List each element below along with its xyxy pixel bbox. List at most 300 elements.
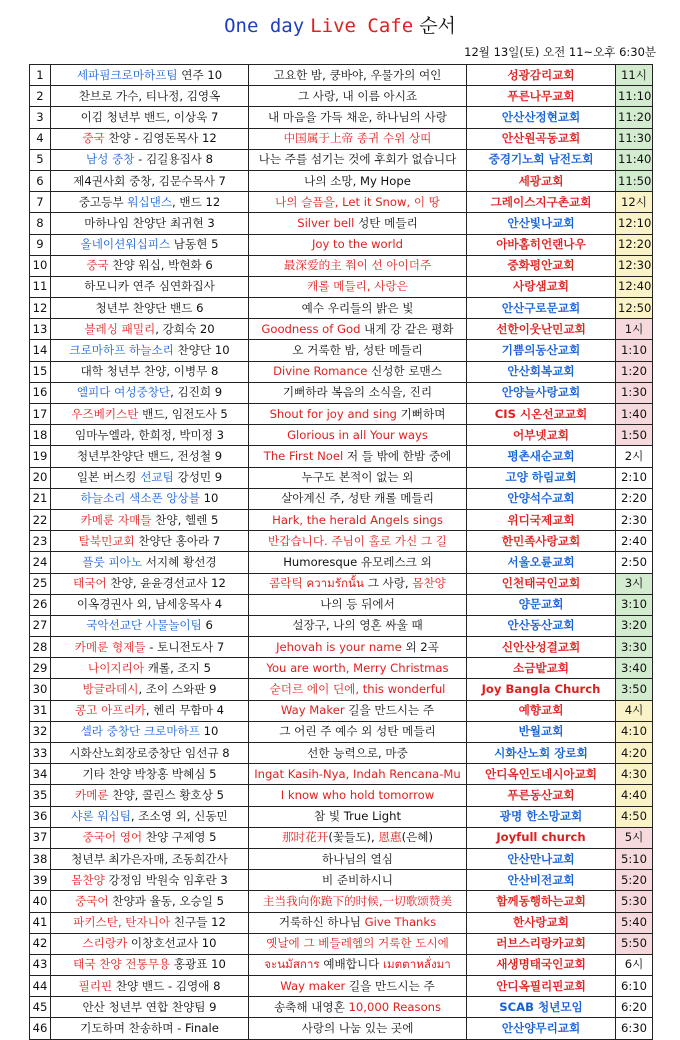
text-segment: 찬양단 10	[173, 343, 230, 358]
performer-cell	[51, 912, 249, 933]
text-segment: , 강희숙 20	[155, 321, 215, 336]
text-segment: 강성민 9	[173, 470, 223, 485]
text-segment: 참 빛 True Light	[313, 809, 401, 824]
time-cell: 3:20	[616, 615, 653, 636]
performer-cell	[51, 573, 249, 594]
text-segment: 기도하며 찬송하며 - Finale	[80, 1021, 219, 1036]
time-cell: 4:40	[616, 785, 653, 806]
table-row	[30, 721, 653, 742]
text-segment: 카메룬 자매들	[80, 512, 152, 527]
text-segment: 콩고 아프리카	[74, 703, 146, 718]
text-segment: 찬양, 헬렌 5	[151, 512, 219, 527]
performer-cell	[51, 170, 249, 191]
performer-cell	[51, 700, 249, 721]
church-cell: CIS 시온선교교회	[467, 404, 616, 425]
text-segment: 우즈베키스탄	[71, 406, 139, 421]
song-cell	[249, 658, 467, 679]
text-segment: 임마누엘라, 한희정, 박미정 3	[75, 427, 224, 442]
text-segment: 찬양 밴드 - 김영애 8	[112, 978, 221, 993]
performer-cell	[51, 933, 249, 954]
row-number: 16	[30, 382, 51, 403]
time-cell: 3:10	[616, 594, 653, 615]
row-number: 30	[30, 679, 51, 700]
text-segment: 세파핌크로마하프팀	[76, 67, 178, 82]
church-cell: 시화산노회 장로회	[467, 743, 616, 764]
song-cell	[249, 637, 467, 658]
table-row	[30, 933, 653, 954]
text-segment: 중국어	[74, 893, 109, 908]
text-segment: 길을 만드시는 주	[345, 978, 435, 993]
row-number: 32	[30, 721, 51, 742]
table-row	[30, 234, 653, 255]
performer-cell	[51, 255, 249, 276]
page-title	[0, 14, 680, 38]
row-number: 18	[30, 425, 51, 446]
song-cell	[249, 255, 467, 276]
performer-cell	[51, 594, 249, 615]
text-segment: Give Thanks	[364, 915, 437, 930]
church-cell: 함께동행하는교회	[467, 891, 616, 912]
text-segment: 탈북민교회	[78, 533, 135, 548]
performer-cell	[51, 679, 249, 700]
text-segment: 10,000 Reasons	[348, 999, 442, 1014]
song-cell	[249, 213, 467, 234]
row-number: 45	[30, 997, 51, 1018]
text-segment: 청년부찬양단 밴드, 전성철 9	[76, 448, 223, 463]
song-cell	[249, 573, 467, 594]
text-segment: 이김 청년부 밴드, 이상욱 7	[80, 109, 219, 124]
table-row	[30, 764, 653, 785]
text-segment: Ingat Kasih-Nya, Indah Rencana-Mu	[254, 766, 461, 781]
song-cell	[249, 997, 467, 1018]
row-number: 3	[30, 107, 51, 128]
row-number: 1	[30, 65, 51, 86]
time-cell: 12:40	[616, 276, 653, 297]
song-cell	[249, 446, 467, 467]
table-row	[30, 806, 653, 827]
text-segment: 샤론 워십팀	[71, 809, 131, 824]
song-cell	[249, 976, 467, 997]
text-segment: 제4권사회 중창, 김문수목사 7	[73, 173, 226, 188]
row-number: 35	[30, 785, 51, 806]
text-segment: You are worth, Merry Christmas	[266, 660, 449, 675]
time-cell: 6:10	[616, 976, 653, 997]
song-cell	[249, 870, 467, 891]
text-segment: The First Noel	[263, 448, 344, 463]
text-segment: 블레싱 패밀리	[84, 321, 156, 336]
church-cell: 한사랑교회	[467, 912, 616, 933]
text-segment: Shout for joy and sing	[269, 406, 397, 421]
text-segment: 最深爱的主 쭤이 선 아이더주	[283, 258, 432, 273]
church-cell: 신안산성결교회	[467, 637, 616, 658]
table-row	[30, 531, 653, 552]
text-segment: 송축해 내영혼	[273, 999, 349, 1014]
text-segment: (은혜)	[401, 830, 434, 845]
performer-cell	[51, 509, 249, 530]
table-row	[30, 319, 653, 340]
time-cell: 6:30	[616, 1018, 653, 1039]
text-segment: , 밴드 12	[172, 194, 221, 209]
time-cell: 5:10	[616, 848, 653, 869]
table-row	[30, 382, 653, 403]
text-segment: 恩惠	[378, 830, 402, 845]
time-cell: 1:30	[616, 382, 653, 403]
time-cell: 6시	[616, 954, 653, 975]
performer-cell	[51, 488, 249, 509]
church-cell: 예향교회	[467, 700, 616, 721]
church-cell: 서울오륜교회	[467, 552, 616, 573]
text-segment: Hark, the herald Angels sings	[272, 512, 443, 527]
text-segment: 찬양, 콜린스 황호상 5	[108, 787, 224, 802]
church-cell: 푸른동산교회	[467, 785, 616, 806]
performer-cell	[51, 404, 249, 425]
time-cell: 11:30	[616, 128, 653, 149]
text-segment: 플룻 피아노	[82, 554, 143, 569]
song-cell	[249, 933, 467, 954]
row-number: 38	[30, 848, 51, 869]
text-segment: Divine Romance	[273, 364, 368, 379]
table-row	[30, 276, 653, 297]
row-number: 26	[30, 594, 51, 615]
time-cell: 11:40	[616, 149, 653, 170]
row-number: 36	[30, 806, 51, 827]
song-cell	[249, 848, 467, 869]
church-cell: 안산구로문교회	[467, 298, 616, 319]
text-segment: 몸찬양	[412, 576, 446, 591]
table-row	[30, 340, 653, 361]
text-segment: 스리랑카	[82, 936, 128, 951]
performer-cell	[51, 827, 249, 848]
song-cell	[249, 509, 467, 530]
row-number: 46	[30, 1018, 51, 1039]
text-segment: 성탄 메들리	[354, 215, 418, 230]
table-row	[30, 552, 653, 573]
performer-cell	[51, 954, 249, 975]
text-segment: 중국	[82, 131, 105, 146]
text-segment: 친구들 12	[170, 915, 226, 930]
church-cell: 안산양무리교회	[467, 1018, 616, 1039]
text-segment: Joy to the world	[311, 237, 404, 252]
table-row	[30, 954, 653, 975]
time-cell: 12시	[616, 192, 653, 213]
row-number: 7	[30, 192, 51, 213]
church-cell: 안산비전교회	[467, 870, 616, 891]
text-segment: 나는 주를 섬기는 것에 후회가 없습니다	[258, 152, 457, 167]
church-cell: 새생명태국인교회	[467, 954, 616, 975]
time-cell: 4:50	[616, 806, 653, 827]
table-row	[30, 700, 653, 721]
text-segment: 중국	[86, 258, 109, 273]
performer-cell	[51, 658, 249, 679]
song-cell	[249, 785, 467, 806]
text-segment: 캐롤 메들리, 사랑은	[307, 279, 408, 294]
church-cell: 세광교회	[467, 170, 616, 191]
table-row	[30, 637, 653, 658]
church-cell: Joyfull church	[467, 827, 616, 848]
table-row	[30, 149, 653, 170]
church-cell: 그레이스지구촌교회	[467, 192, 616, 213]
text-segment: 기뻐하며	[396, 406, 446, 421]
table-row	[30, 404, 653, 425]
time-cell: 4:30	[616, 764, 653, 785]
text-segment: 찬양 구제영 5	[142, 830, 217, 845]
time-cell: 1:10	[616, 340, 653, 361]
text-segment: 저 들 밖에 한밤 중에	[343, 448, 452, 463]
text-segment: เมตตาหลั่งมา	[383, 957, 451, 972]
table-row	[30, 170, 653, 191]
performer-cell	[51, 764, 249, 785]
text-segment: 방글라데시	[82, 682, 139, 697]
row-number: 27	[30, 615, 51, 636]
row-number: 24	[30, 552, 51, 573]
row-number: 25	[30, 573, 51, 594]
event-date-time: 12월 13일(토) 오전 11~오후 6:30분	[464, 45, 656, 59]
table-row	[30, 488, 653, 509]
song-cell	[249, 552, 467, 573]
table-row	[30, 573, 653, 594]
row-number: 43	[30, 954, 51, 975]
text-segment: 10	[199, 491, 219, 506]
song-cell	[249, 340, 467, 361]
text-segment: 카메룬	[74, 787, 109, 802]
row-number: 19	[30, 446, 51, 467]
text-segment: 중국어 영어	[82, 830, 143, 845]
row-number: 39	[30, 870, 51, 891]
text-segment: 내 마음을 가득 채운, 하나님의 사랑	[268, 109, 447, 124]
performer-cell	[51, 785, 249, 806]
song-cell	[249, 467, 467, 488]
row-number: 29	[30, 658, 51, 679]
row-number: 34	[30, 764, 51, 785]
time-cell: 5시	[616, 827, 653, 848]
text-segment: 카메룬 형제들	[74, 639, 146, 654]
text-segment: 이창호선교사 10	[127, 936, 217, 951]
text-segment: , 조이 스와판 9	[138, 682, 217, 697]
performer-cell	[51, 361, 249, 382]
text-segment: 서지혜 황선경	[142, 554, 217, 569]
performer-cell	[51, 382, 249, 403]
song-cell	[249, 170, 467, 191]
performer-cell	[51, 1018, 249, 1039]
performer-cell	[51, 128, 249, 149]
text-segment: 안산 청년부 연합 찬양팀 9	[82, 999, 217, 1014]
song-cell	[249, 764, 467, 785]
row-number: 42	[30, 933, 51, 954]
text-segment: 그 사랑, 내 이름 아시죠	[297, 88, 418, 103]
performer-cell	[51, 637, 249, 658]
performer-cell	[51, 721, 249, 742]
time-cell: 4:20	[616, 743, 653, 764]
text-segment: 일본 버스킹	[76, 470, 141, 485]
text-segment: , 김진희 9	[170, 385, 223, 400]
time-cell: 2:40	[616, 531, 653, 552]
church-cell: 양문교회	[467, 594, 616, 615]
table-row	[30, 785, 653, 806]
row-number: 33	[30, 743, 51, 764]
text-segment: Glorious in all Your ways	[287, 427, 428, 442]
text-segment: 청년부 최가은자매, 조동희간사	[71, 851, 228, 866]
text-segment: 하모니카 연주 심연화집사	[84, 279, 215, 294]
church-cell: 고양 하림교회	[467, 467, 616, 488]
time-cell: 12:20	[616, 234, 653, 255]
text-segment: 主当我向你跪下的时候,一切歌颂赞美	[262, 893, 453, 908]
time-cell: 2:20	[616, 488, 653, 509]
row-number: 40	[30, 891, 51, 912]
church-cell: 안산만나교회	[467, 848, 616, 869]
text-segment: 찬양단 홍아라 7	[134, 533, 221, 548]
church-cell: 푸른나무교회	[467, 86, 616, 107]
time-cell: 11:20	[616, 107, 653, 128]
text-segment: Jehovah is your name	[276, 639, 402, 654]
church-cell: 반월교회	[467, 721, 616, 742]
text-segment: 청년부 찬양단 밴드 6	[95, 300, 204, 315]
church-cell: 중경기노회 남전도회	[467, 149, 616, 170]
text-segment: 대학 청년부 찬양, 이병무 8	[80, 364, 219, 379]
text-segment: 찬양 워십, 박현화 6	[108, 258, 213, 273]
table-row	[30, 65, 653, 86]
performer-cell	[51, 65, 249, 86]
time-cell: 5:50	[616, 933, 653, 954]
text-segment: 워십댄스	[127, 194, 173, 209]
text-segment: 선한 능력으로, 마중	[307, 745, 408, 760]
church-cell: 사랑샘교회	[467, 276, 616, 297]
row-number: 20	[30, 467, 51, 488]
song-cell	[249, 382, 467, 403]
title-part-3: 순서	[419, 15, 456, 37]
performer-cell	[51, 891, 249, 912]
church-cell: 성광감리교회	[467, 65, 616, 86]
text-segment: 엘피다	[76, 385, 111, 400]
time-cell: 2:10	[616, 467, 653, 488]
text-segment: 그 사랑,	[363, 576, 413, 591]
church-cell: 기쁨의동산교회	[467, 340, 616, 361]
text-segment: 크로마하프 하늘소리	[69, 343, 174, 358]
text-segment: I know who hold tomorrow	[280, 787, 435, 802]
row-number: 37	[30, 827, 51, 848]
church-cell: 평촌새순교회	[467, 446, 616, 467]
church-cell: 중화평안교회	[467, 255, 616, 276]
text-segment: 찬양과 율동, 오승일 5	[108, 893, 224, 908]
title-part-1: One day	[224, 15, 305, 37]
church-cell: 한민족사랑교회	[467, 531, 616, 552]
table-row	[30, 679, 653, 700]
time-cell: 5:30	[616, 891, 653, 912]
text-segment: 거룩하신 하나님	[278, 915, 365, 930]
table-row	[30, 298, 653, 319]
text-segment: 비 준비하시니	[322, 872, 393, 887]
text-segment: 콤락틱 ความรักนั้น	[269, 576, 364, 591]
time-cell: 11시	[616, 65, 653, 86]
performer-cell	[51, 86, 249, 107]
text-segment: 신성한 로맨스	[367, 364, 442, 379]
title-part-2: Live Cafe	[310, 15, 414, 37]
time-cell: 1:50	[616, 425, 653, 446]
table-row	[30, 192, 653, 213]
performer-cell	[51, 976, 249, 997]
song-cell	[249, 361, 467, 382]
text-segment: - 김길용집사 8	[134, 152, 214, 167]
church-cell: Joy Bangla Church	[467, 679, 616, 700]
song-cell	[249, 954, 467, 975]
text-segment: 반갑습니다. 주님이 홀로 가신 그 길	[268, 533, 447, 548]
text-segment: 찬브로 가수, 티나정, 김영옥	[78, 88, 221, 103]
church-cell: 안양석수교회	[467, 488, 616, 509]
song-cell	[249, 912, 467, 933]
church-cell: 선한이웃난민교회	[467, 319, 616, 340]
table-row	[30, 615, 653, 636]
row-number: 31	[30, 700, 51, 721]
text-segment: 나의 소망, My Hope	[304, 173, 411, 188]
performer-cell	[51, 149, 249, 170]
row-number: 2	[30, 86, 51, 107]
performer-cell	[51, 213, 249, 234]
text-segment: 남성 중창	[85, 152, 135, 167]
time-cell: 1시	[616, 319, 653, 340]
text-segment: 中国属于上帝 종귀 수위 상띠	[283, 131, 432, 146]
text-segment: 올네이션워십피스	[80, 237, 171, 252]
church-cell: 안산회복교회	[467, 361, 616, 382]
song-cell	[249, 679, 467, 700]
table-row	[30, 467, 653, 488]
church-cell: 안산동산교회	[467, 615, 616, 636]
song-cell	[249, 488, 467, 509]
text-segment: 기타 찬양 박창홍 박혜심 5	[82, 766, 217, 781]
row-number: 12	[30, 298, 51, 319]
church-cell: 안디옥필리핀교회	[467, 976, 616, 997]
row-number: 22	[30, 509, 51, 530]
text-segment: 하늘소리 색소폰 앙상블	[80, 491, 200, 506]
performer-cell	[51, 298, 249, 319]
church-cell: 러브스리랑카교회	[467, 933, 616, 954]
table-row	[30, 743, 653, 764]
text-segment: 옛날에 그 베들레헴의 거룩한 도시에	[266, 936, 449, 951]
song-cell	[249, 128, 467, 149]
text-segment: 나의 슬픔을, Let it Snow, 이 땅	[275, 194, 440, 209]
text-segment: 필리핀	[78, 978, 113, 993]
text-segment: 살아계신 주, 성탄 캐롤 메들리	[281, 491, 434, 506]
text-segment: 숟더르 에이 딘에, this wonderful	[269, 682, 446, 697]
performer-cell	[51, 552, 249, 573]
row-number: 15	[30, 361, 51, 382]
church-cell: 안산산정현교회	[467, 107, 616, 128]
text-segment: , 조소영 외, 신동민	[130, 809, 228, 824]
performer-cell	[51, 340, 249, 361]
church-cell: 어부넷교회	[467, 425, 616, 446]
time-cell: 11:10	[616, 86, 653, 107]
row-number: 8	[30, 213, 51, 234]
time-cell: 5:20	[616, 870, 653, 891]
song-cell	[249, 827, 467, 848]
program-table-body	[30, 65, 653, 1040]
text-segment: 태국어	[73, 576, 107, 591]
song-cell	[249, 192, 467, 213]
text-segment: Way maker	[280, 978, 346, 993]
song-cell	[249, 404, 467, 425]
row-number: 6	[30, 170, 51, 191]
text-segment: Humoresque 유모레스크 외	[283, 554, 432, 569]
song-cell	[249, 107, 467, 128]
text-segment: 오 거룩한 밤, 성탄 메들리	[292, 343, 423, 358]
row-number: 23	[30, 531, 51, 552]
song-cell	[249, 86, 467, 107]
row-number: 9	[30, 234, 51, 255]
performer-cell	[51, 107, 249, 128]
row-number: 4	[30, 128, 51, 149]
text-segment: 찬양, 윤윤경선교사 12	[106, 576, 226, 591]
text-segment: 밴드, 임전도사 5	[138, 406, 228, 421]
row-number: 17	[30, 404, 51, 425]
table-row	[30, 848, 653, 869]
